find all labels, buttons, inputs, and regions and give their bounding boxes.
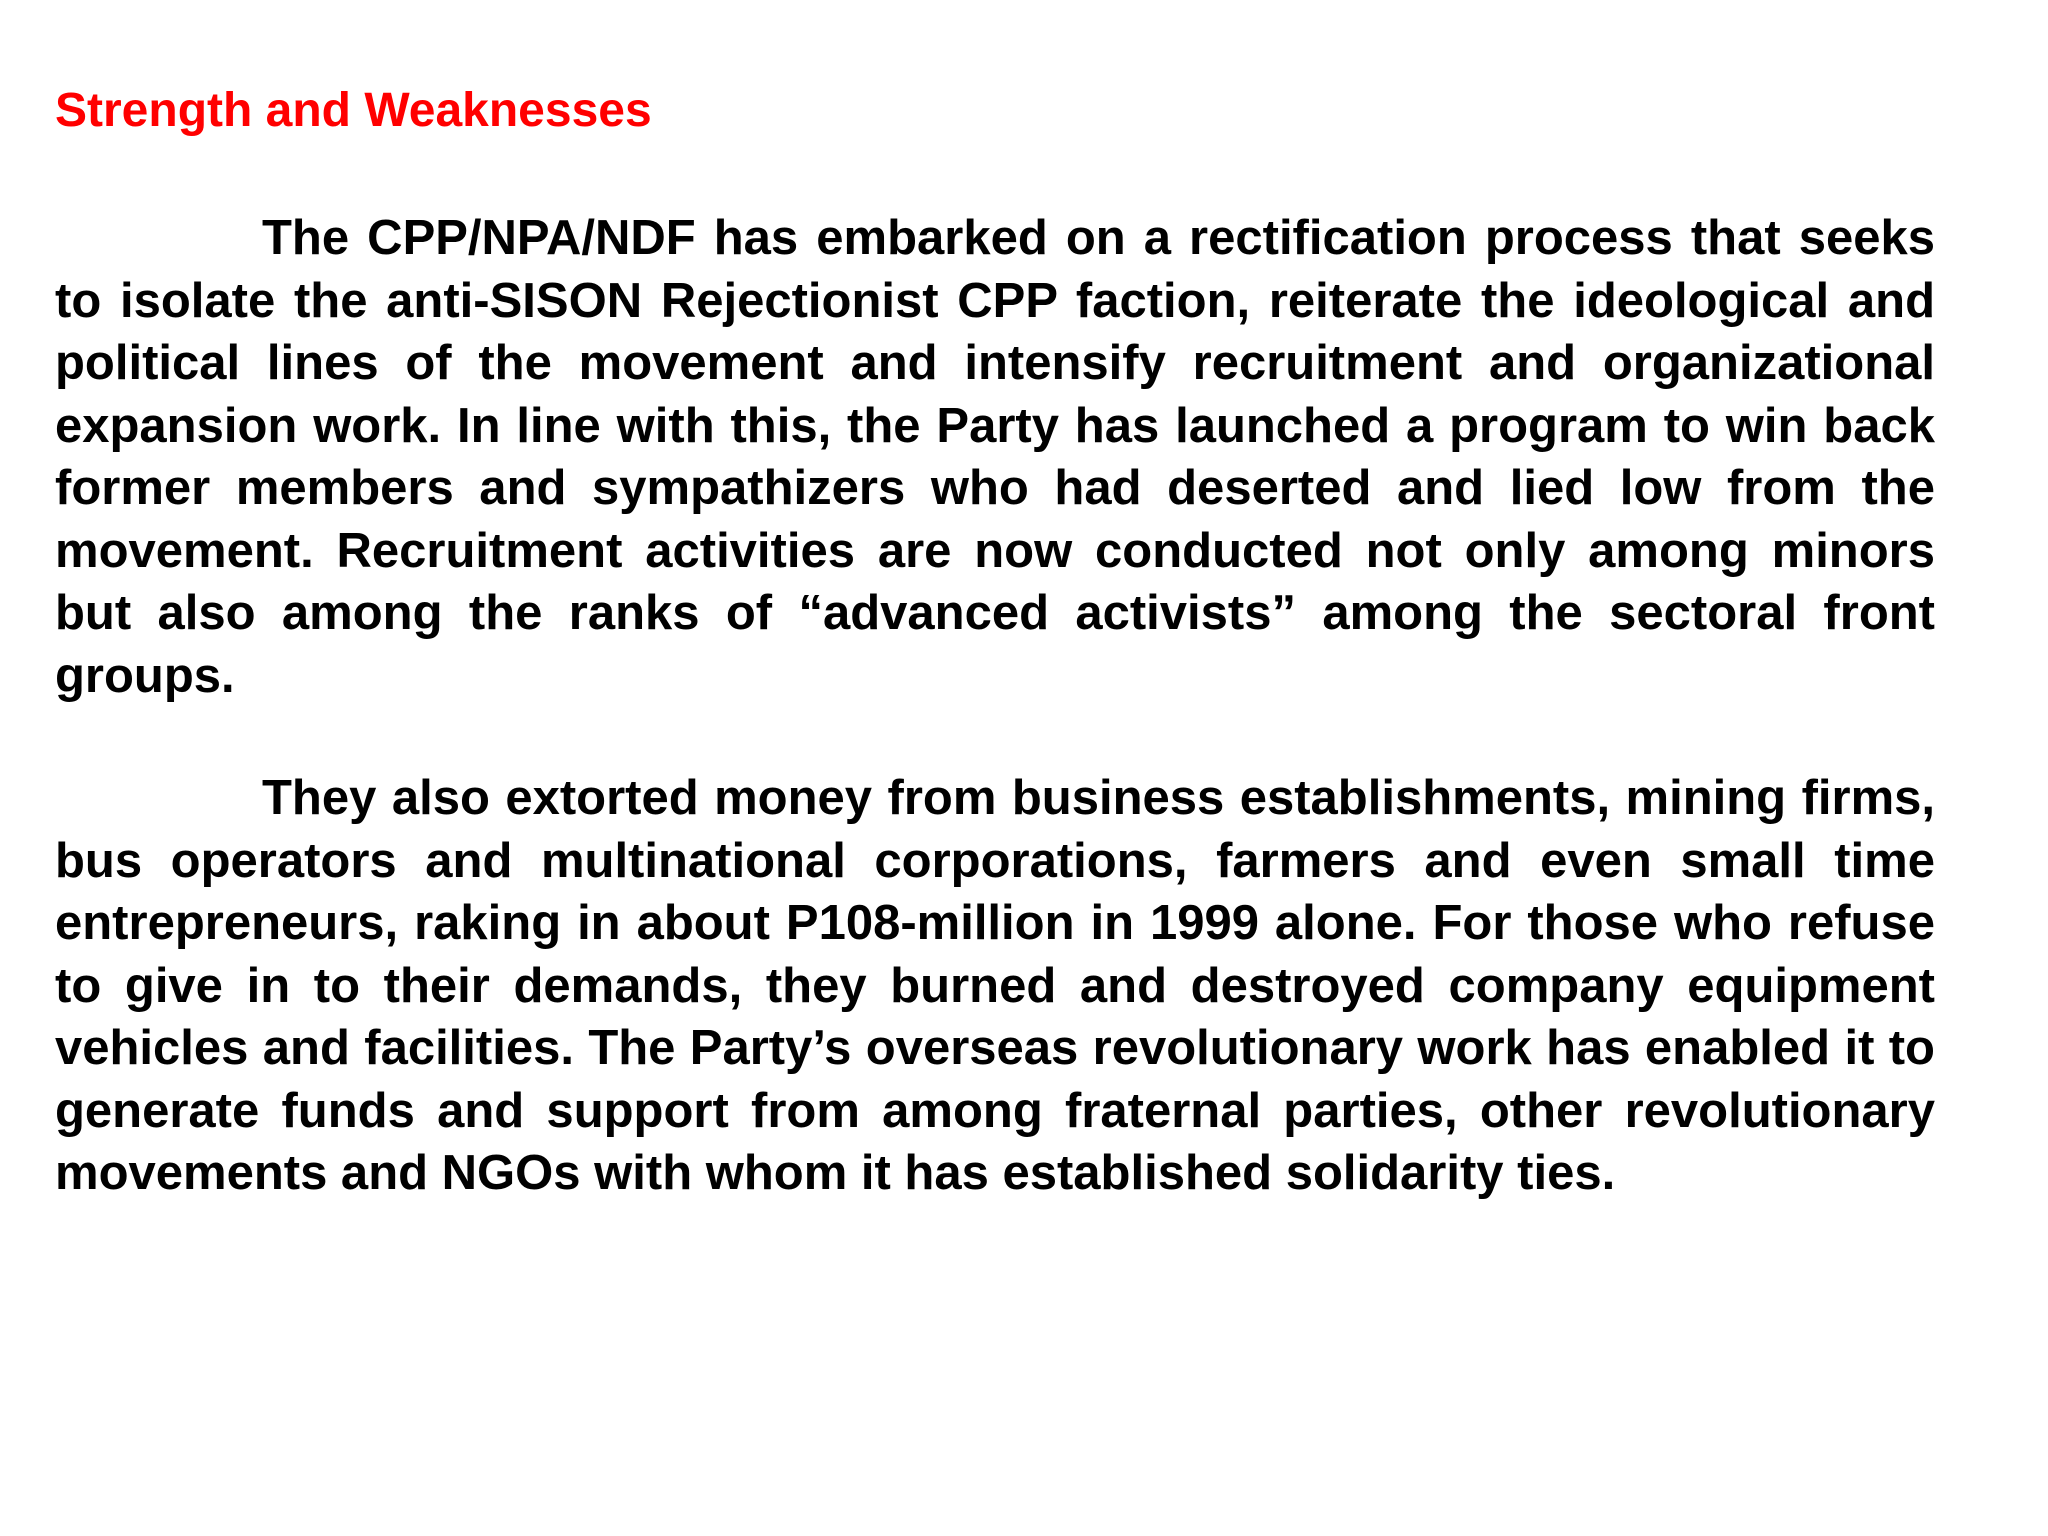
paragraph-rectification: The CPP/NPA/NDF has embarked on a rectification process that seeks to isolate the anti-SISON Rejectionist CPP faction, reiterate the ideological and political lines of the movement and intensify recruitment and organizational expansion work. In line with this, the Party has launched a program to win back former members and sympathizers who had deserted and lied low from the movement. Recruitment activities are now conducted not only among minors but also among the ranks of “advanced activists” among the sectoral front groups. bbox=[55, 211, 1935, 703]
paragraph-extortion: They also extorted money from business establishments, mining firms, bus operators and multinational corporations, farmers and even small time entrepreneurs, raking in about P108-million in 1999 alone. For those who refuse to give in to their demands, they burned and destroyed company equipment vehicles and facilities. The Party’s overseas revolutionary work has enabled it to generate funds and support from among fraternal parties, other revolutionary movements and NGOs with whom it has established solidarity ties. bbox=[55, 771, 1935, 1200]
section-heading: Strength and Weaknesses bbox=[55, 84, 652, 137]
